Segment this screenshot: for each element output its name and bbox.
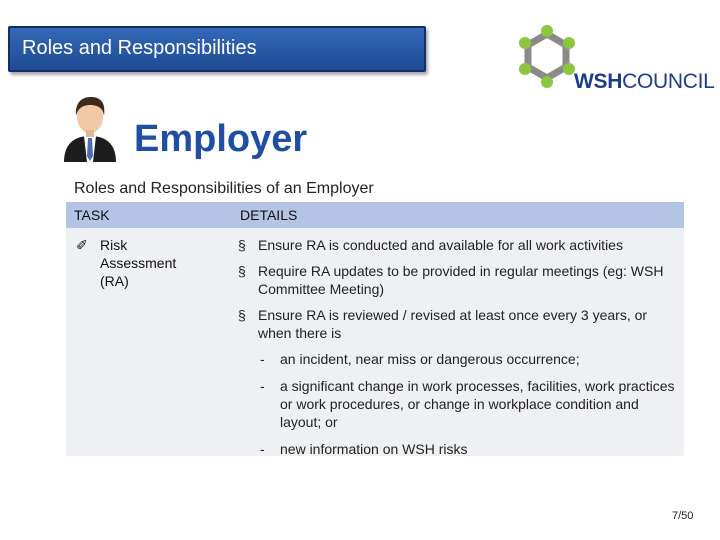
sub-list-item bbox=[238, 350, 682, 368]
dash-bullet-icon: - bbox=[260, 378, 265, 394]
table-header bbox=[66, 202, 684, 228]
bullet-text: Ensure RA is reviewed / revised at least once every 3 years, or when there is bbox=[258, 307, 648, 341]
task-line: Assessment bbox=[100, 255, 177, 271]
bullet-text: Ensure RA is conducted and available for all work activities bbox=[258, 237, 623, 253]
wsh-council-logo bbox=[512, 22, 715, 102]
sub-item-text: new information on WSH risks bbox=[280, 441, 468, 457]
logo-text bbox=[574, 70, 715, 94]
sub-item-text: an incident, near miss or dangerous occurrence; bbox=[280, 351, 580, 367]
slide-title: Roles and Responsibilities bbox=[22, 37, 257, 59]
dash-bullet-icon: - bbox=[260, 351, 265, 367]
task-line: (RA) bbox=[100, 273, 129, 289]
square-bullet-icon: § bbox=[238, 307, 246, 323]
bullet-text: Require RA updates to be provided in regular meetings (eg: WSH Committee Meeting) bbox=[258, 263, 664, 297]
responsibilities-table bbox=[66, 202, 684, 456]
task-text bbox=[100, 236, 220, 290]
page-subheading: Roles and Responsibilities of an Employer bbox=[74, 180, 374, 197]
square-bullet-icon: § bbox=[238, 263, 246, 279]
task-line: Risk bbox=[100, 237, 128, 253]
sub-list-item bbox=[238, 440, 682, 458]
header-task: TASK bbox=[74, 207, 110, 223]
logo-text-regular: COUNCIL bbox=[622, 70, 715, 93]
details-cell bbox=[238, 236, 682, 467]
dash-bullet-icon: - bbox=[260, 441, 265, 457]
list-item bbox=[238, 262, 682, 298]
sub-list-item bbox=[238, 377, 682, 431]
sub-item-text: a significant change in work processes, facilities, work practices or work procedures, or change in workplace condition and layout; or bbox=[280, 378, 675, 430]
list-item bbox=[238, 306, 682, 342]
list-item bbox=[238, 236, 682, 254]
page-heading: Employer bbox=[134, 118, 308, 160]
wsh-logo-mark-icon bbox=[512, 22, 582, 96]
square-bullet-icon: § bbox=[238, 237, 246, 253]
businessman-avatar-icon bbox=[60, 90, 120, 162]
pencil-bullet-icon: ✐ bbox=[76, 237, 88, 253]
header-details: DETAILS bbox=[240, 207, 298, 223]
logo-text-bold: WSH bbox=[574, 70, 623, 93]
title-banner bbox=[8, 26, 426, 72]
page-number: 7/50 bbox=[672, 510, 694, 522]
